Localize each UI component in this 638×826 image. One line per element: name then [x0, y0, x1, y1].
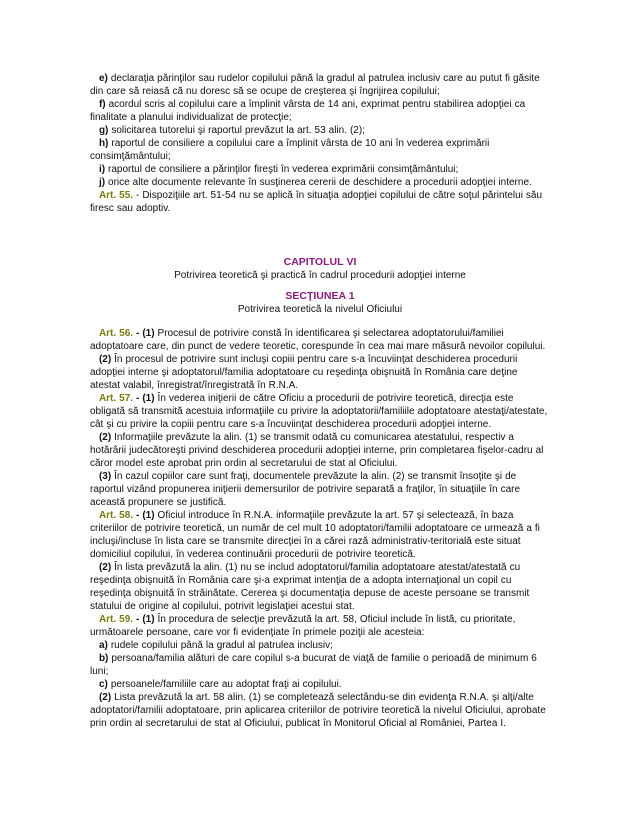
article-label: Art. 57. — [98, 393, 134, 404]
paragraph — [90, 691, 550, 730]
item-text: solicitarea tutorelui şi raportul prevăzut la art. 53 alin. (2); — [108, 125, 365, 136]
paragraph-label: c) — [98, 679, 108, 690]
paragraph-label: (2) — [98, 354, 112, 365]
article-label: Art. 55. — [98, 190, 134, 201]
paragraph-text: În procedura de selecţie prevăzută la art. 58, Oficiul include în listă, cu prioritate, următoarele persoane, care vor fi evidenţiate în primele poziţii ale acesteia: — [90, 614, 516, 638]
paragraph-label: (1) — [142, 510, 155, 521]
paragraph — [90, 509, 550, 561]
paragraph-label: (2) — [98, 562, 112, 573]
section-subtitle: Potrivirea teoretică la nivelul Oficiului — [237, 304, 403, 315]
item-text: acordul scris al copilului care a împlinit vârsta de 14 ani, exprimat pentru stabilirea adopţiei ca finalitate a planului individualizat de protecţie; — [90, 99, 526, 123]
paragraph-text: Informaţiile prevăzute la alin. (1) se transmit odată cu comunicarea atestatului, respectiv a hotărârii judecătoreşti privind deschiderea procedurii adopţiei interne, prin completarea fişelor-cadru al căror model este aprobat prin ordin al secretarului de stat al Oficiului. — [90, 432, 544, 469]
paragraph-label: (2) — [98, 692, 112, 703]
paragraph — [90, 392, 550, 431]
paragraph — [90, 431, 550, 470]
item-g — [90, 124, 550, 137]
paragraph — [90, 613, 550, 639]
item-e — [90, 72, 550, 98]
paragraph-text: În vederea iniţierii de către Oficiu a procedurii de potrivire teoretică, direcţia este obligată să transmită acestuia informaţiile cu privire la adoptatorii/familiile adoptatoare atestaţi/atestate, cât şi cu privire la copiii pentru care s-a încuviinţat deschiderea procedurii adopţiei interne. — [90, 393, 548, 430]
chapter-subtitle: Potrivirea teoretică şi practică în cadrul procedurii adopţiei interne — [174, 270, 466, 281]
paragraph-label: (1) — [142, 328, 155, 339]
article-label: Art. 56. — [98, 328, 134, 339]
section-heading — [90, 290, 550, 316]
item-label: j) — [98, 177, 106, 188]
article-separator: - — [133, 614, 143, 625]
paragraph — [90, 639, 550, 652]
article-55 — [90, 189, 550, 215]
paragraph-text: Lista prevăzută la art. 58 alin. (1) se completează selectându-se din evidenţa R.N.A. şi alţi/alte adoptatori/familii adoptatoare, prin aplicarea criteriilor de potrivire teoretică la nivelul Oficiului, aprobate prin ordin al secretarului de stat al Oficiului, publicat în Monitorul Oficial al României, Partea I. — [90, 692, 546, 729]
item-label: g) — [98, 125, 109, 136]
paragraph — [90, 327, 550, 353]
item-label: i) — [98, 164, 106, 175]
item-text: declaraţia părinţilor sau rudelor copilului până la gradul al patrulea inclusiv care au putut fi găsite din care să reiasă că nu doresc să se ocupe de creşterea şi îngrijirea copilului; — [90, 73, 540, 97]
article-label: Art. 58. — [98, 510, 134, 521]
item-label: h) — [98, 138, 109, 149]
item-text: raportul de consiliere a părinţilor fireşti în vederea exprimării consimţământului; — [105, 164, 459, 175]
paragraph-label: (1) — [142, 393, 155, 404]
paragraph-text: În cazul copiilor care sunt fraţi, documentele prevăzute la alin. (2) se transmit însoţite şi de raportul vizând propunerea iniţierii demersurilor de potrivire separată a fraţilor, în situaţiile în care această propunere se justifică. — [90, 471, 521, 508]
paragraph-text: persoana/familia alături de care copilul s-a bucurat de viaţă de familie o perioadă de minimum 6 luni; — [90, 653, 537, 677]
chapter-title: CAPITOLUL VI — [283, 256, 357, 268]
paragraph — [90, 561, 550, 613]
article-label: Art. 59. — [98, 614, 134, 625]
article-separator: - — [133, 328, 143, 339]
article-separator: - — [133, 510, 143, 521]
paragraph — [90, 353, 550, 392]
paragraph-label: (3) — [98, 471, 112, 482]
paragraph-text: Oficiul introduce în R.N.A. informaţiile prevăzute la art. 57 şi selectează, în baza criteriilor de potrivire teoretică, un număr de cel mult 10 adoptatori/familii adoptatoare ce urmează a fi incluşi/incluse în lista care se transmite direcţiei în a cărei rază administrativ-teritorială este situat domiciliul copilului, în vederea continuării procedurii de potrivire teoretică. — [90, 510, 540, 560]
item-j — [90, 176, 550, 189]
item-text: orice alte documente relevante în susţinerea cererii de deschidere a procedurii adopţiei interne. — [105, 177, 532, 188]
paragraph-text: rudele copilului până la gradul al patrulea inclusiv; — [107, 640, 333, 651]
article-separator: - — [133, 393, 143, 404]
article-text: - Dispoziţiile art. 51-54 nu se aplică în situaţia adopţiei copilului de către soţul părintelui său firesc sau adoptiv. — [90, 190, 543, 214]
paragraph-label: a) — [98, 640, 108, 651]
item-h — [90, 137, 550, 163]
paragraph-text: persoanele/familiile care au adoptat fraţi ai copilului. — [107, 679, 342, 690]
item-label: f) — [98, 99, 106, 110]
articles-body — [90, 327, 550, 730]
item-f — [90, 98, 550, 124]
paragraph — [90, 470, 550, 509]
item-label: e) — [98, 73, 108, 84]
paragraph — [90, 678, 550, 691]
paragraph-label: b) — [98, 653, 109, 664]
paragraph-label: (1) — [142, 614, 155, 625]
item-text: raportul de consiliere a copilului care a împlinit vârsta de 10 ani în vederea exprimării consimţământului; — [90, 138, 490, 162]
items-list-top — [90, 72, 550, 215]
paragraph — [90, 652, 550, 678]
item-i — [90, 163, 550, 176]
paragraph-text: Procesul de potrivire constă în identificarea şi selectarea adoptatorului/familiei adoptatoare care, din punct de vedere teoretic, corespunde în cea mai mare măsură nevoilor copilului. — [90, 328, 546, 352]
paragraph-text: În lista prevăzută la alin. (1) nu se includ adoptatorul/familia adoptatoare atestat/atestată cu reşedinţa obişnuită în România care şi-a exprimat intenţia de a adopta internaţional un copil cu reşedinţa obişnuită în străinătate. Cererea şi documentaţia depuse de aceste persoane se transmit statului de origine al copilului, potrivit legislaţiei acestui stat. — [90, 562, 530, 612]
section-title: SECŢIUNEA 1 — [285, 290, 355, 302]
paragraph-text: În procesul de potrivire sunt incluşi copiii pentru care s-a încuviinţat deschiderea procedurii adopţiei interne şi adoptatorul/familia adoptatoare cu reşedinţa obişnuită în România care deţine atestat valabil, înregistrat/înregistrată în R.N.A. — [90, 354, 518, 391]
paragraph-label: (2) — [98, 432, 112, 443]
chapter-heading — [90, 256, 550, 282]
